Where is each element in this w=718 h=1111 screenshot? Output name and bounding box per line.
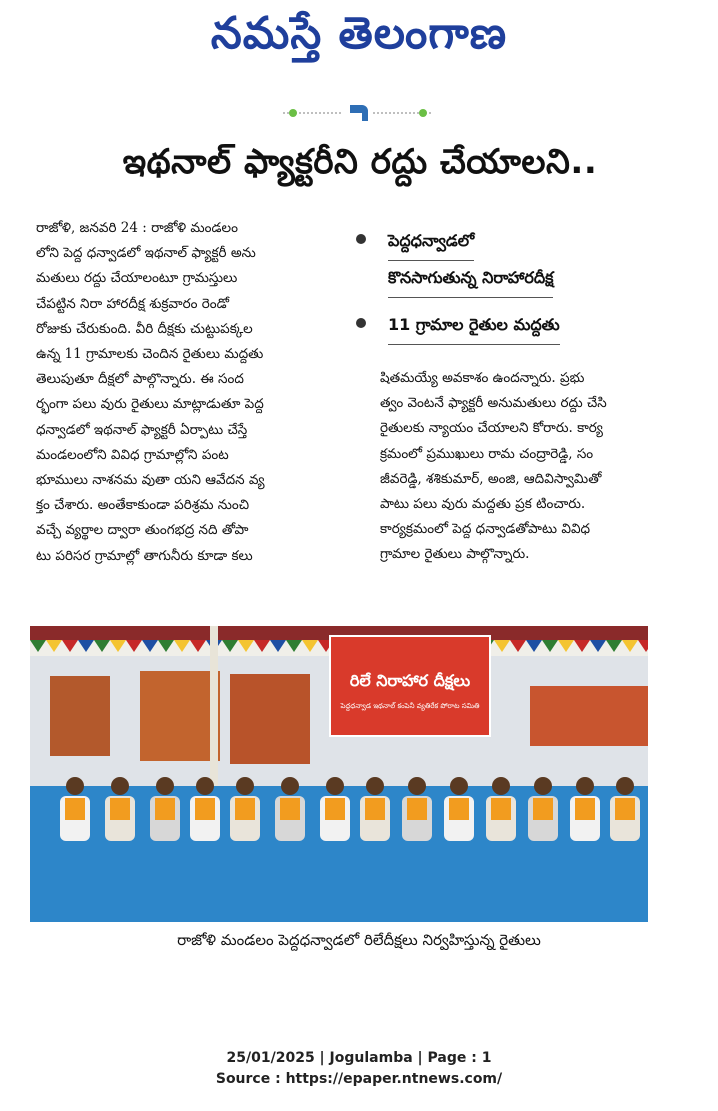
article-line: ధన్వాడలో ఇథనాల్ ఫ్యాక్టరీ ఏర్పాటు చేస్తే: [36, 421, 248, 438]
article-line: టు పరిసర గ్రామాల్లో తాగునీరు కూడా కలు: [36, 547, 253, 564]
article-line: క్తం చేశారు. అంతేకాకుండా పరిశ్రమ నుంచి: [36, 497, 250, 514]
article-body-right: [380, 366, 680, 568]
masthead-title: నమస్తే తెలంగాణ: [210, 8, 508, 59]
article-line: కార్యక్రమంలో పెద్ద ధన్వాడతోపాటు వివిధ: [380, 521, 591, 538]
highlight-item: [350, 224, 680, 298]
bullet-icon: [356, 234, 366, 244]
photo-illustration: [30, 626, 648, 922]
article-line: రాజోళి, జనవరి 24 : రాజోళి మండలం: [36, 220, 238, 236]
highlight-line: 11 గ్రామాల రైతుల మద్దతు: [388, 308, 560, 345]
article-highlights: [350, 224, 680, 355]
article-line: గ్రామాల రైతులు పాల్గొన్నారు.: [380, 546, 530, 563]
article-line: పాటు పలు వురు మద్దతు ప్రక టించారు.: [380, 496, 586, 513]
article-headline: ఇథనాల్ ఫ్యాక్టరీని రద్దు చేయాలని..: [122, 142, 598, 182]
article-line: వచ్చే వ్యర్థాల ద్వారా తుంగభద్ర నది తోపా: [36, 522, 249, 539]
ornament-dot-left: [289, 109, 297, 117]
article-body-left: [36, 216, 336, 569]
footer-source: Source : https://epaper.ntnews.com/: [215, 1071, 503, 1087]
page-footer: [0, 1048, 718, 1090]
article-line: తెలుపుతూ దీక్షలో పాల్గొన్నారు. ఈ సంద: [36, 371, 244, 388]
ornament-dot-right: [419, 109, 427, 117]
article-line: రైతులకు న్యాయం చేయాలని కోరారు. కార్య: [380, 420, 603, 437]
banner-subtitle: పెద్దధన్వాడ ఇథనాల్ కంపెనీ వ్యతిరేక పోరాట సమితి: [340, 702, 480, 710]
highlight-item: [350, 308, 680, 345]
article-line: మండలంలోని వివిధ గ్రామాల్లోని పంట: [36, 446, 229, 463]
bullet-icon: [356, 318, 366, 328]
article-line: త్వం వెంటనే ఫ్యాక్టరీ అనుమతులు రద్దు చేసి: [380, 395, 607, 412]
article-line: ఉన్న 11 గ్రామాలకు చెందిన రైతులు మద్దతు: [36, 346, 264, 363]
article-line: జీవరెడ్డి, శశికుమార్, అంజి, ఆదివిస్వామితో: [380, 470, 602, 487]
footer-date-edition: 25/01/2025 | Jogulamba | Page : 1: [226, 1050, 492, 1066]
highlight-line: కొనసాగుతున్న నిరాహారదీక్ష: [388, 261, 553, 298]
newspaper-masthead: [0, 8, 718, 70]
article-photo: [30, 626, 648, 922]
article-line: క్రమంలో ప్రముఖులు రామ చంద్రారెడ్డి, సం: [380, 445, 594, 462]
article-line: ర్భంగా పలు వురు రైతులు మాట్లాడుతూ పెద్ద: [36, 396, 264, 413]
article-line: చేపట్టిన నిరా హారదీక్ష శుక్రవారం రెండో: [36, 295, 229, 312]
article-line: లోని పెద్ద ధన్వాడలో ఇథనాల్ ఫ్యాక్టరీ అను: [36, 245, 256, 262]
photo-caption: రాజోళి మండలం పెద్దధన్వాడలో రిలేదీక్షలు నిర్వహిస్తున్న రైతులు: [177, 931, 541, 949]
banner-title: రిలే నిరాహార దీక్షలు: [349, 671, 471, 690]
article-line: షితమయ్యే అవకాశం ఉందన్నారు. ప్రభు: [380, 370, 585, 386]
article-line: రోజుకు చేరుకుంది. వీరి దీక్షకు చుట్టుపక్కల: [36, 320, 253, 337]
article-line: భూములు నాశనమ వుతా యని ఆవేదన వ్య: [36, 472, 265, 489]
highlight-line: పెద్దధన్వాడలో: [388, 224, 474, 261]
ornament-logo-mark: [350, 105, 368, 121]
article-line: మతులు రద్దు చేయాలంటూ గ్రామస్తులు: [36, 270, 238, 287]
section-ornament: [283, 103, 433, 123]
